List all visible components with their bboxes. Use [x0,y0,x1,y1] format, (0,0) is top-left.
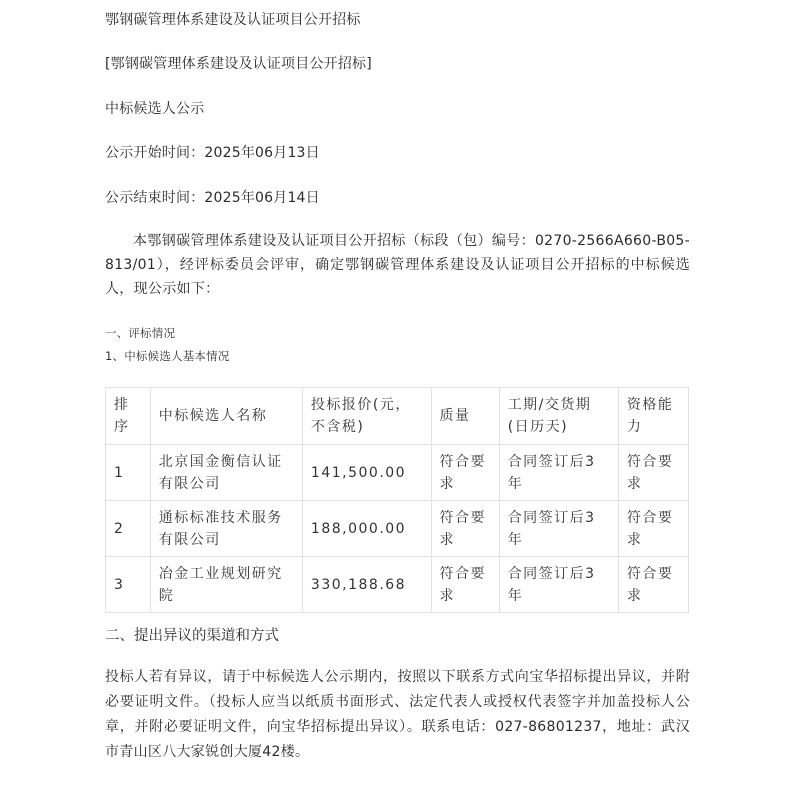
cell-quality: 符合要求 [431,557,499,613]
cell-quality: 符合要求 [431,501,499,557]
cell-qualification: 符合要求 [618,445,688,501]
cell-quality: 符合要求 [431,445,499,501]
end-time: 公示结束时间：2025年06月14日 [105,190,320,206]
section1-title: 一、评标情况 [105,326,176,340]
header-name: 中标候选人名称 [150,388,302,445]
cell-period: 合同签订后3年 [499,445,618,501]
intro-text: 本鄂钢碳管理体系建设及认证项目公开招标（标段（包）编号：0270-2566A660-B05-813/01），经评标委员会评审，确定鄂钢碳管理体系建设及认证项目公开招标的中标候选人，现公示如下： [105,233,690,297]
table-row [106,501,689,557]
cell-price: 188,000.00 [302,501,431,557]
cell-rank: 3 [106,557,151,613]
cell-period: 合同签订后3年 [499,557,618,613]
cell-qualification: 符合要求 [618,557,688,613]
bracket-title: [鄂钢碳管理体系建设及认证项目公开招标] [105,56,372,72]
table-header-row [106,388,689,445]
table-row [106,445,689,501]
notice-type: 中标候选人公示 [105,101,205,117]
start-time: 公示开始时间：2025年06月13日 [105,145,320,161]
cell-period: 合同签订后3年 [499,501,618,557]
table-row [106,557,689,613]
cell-name: 通标标准技术服务有限公司 [150,501,302,557]
document-title: 鄂钢碳管理体系建设及认证项目公开招标 [105,12,361,28]
section1-subtitle: 1、中标候选人基本情况 [105,349,230,363]
objection-paragraph: 投标人若有异议，请于中标候选人公示期内，按照以下联系方式向宝华招标提出异议，并附必要证明文件。（投标人应当以纸质书面形式、法定代表人或授权代表签字并加盖投标人公章，并附必要证明文件，向宝华招标提出异议）。联系电话：027-86801237，地址：武汉市青山区八大家锐创大厦42楼。 [105,669,690,760]
header-price: 投标报价(元，不含税) [302,388,431,445]
cell-name: 北京国金衡信认证有限公司 [150,445,302,501]
cell-qualification: 符合要求 [618,501,688,557]
intro-paragraph [105,229,690,301]
header-qualification: 资格能力 [618,388,688,445]
header-quality: 质量 [431,388,499,445]
cell-price: 330,188.68 [302,557,431,613]
cell-price: 141,500.00 [302,445,431,501]
cell-rank: 1 [106,445,151,501]
candidates-table [105,387,689,613]
header-rank: 排序 [106,388,151,445]
section2-title: 二、提出异议的渠道和方式 [105,628,279,644]
cell-name: 冶金工业规划研究院 [150,557,302,613]
header-period: 工期/交货期(日历天) [499,388,618,445]
cell-rank: 2 [106,501,151,557]
